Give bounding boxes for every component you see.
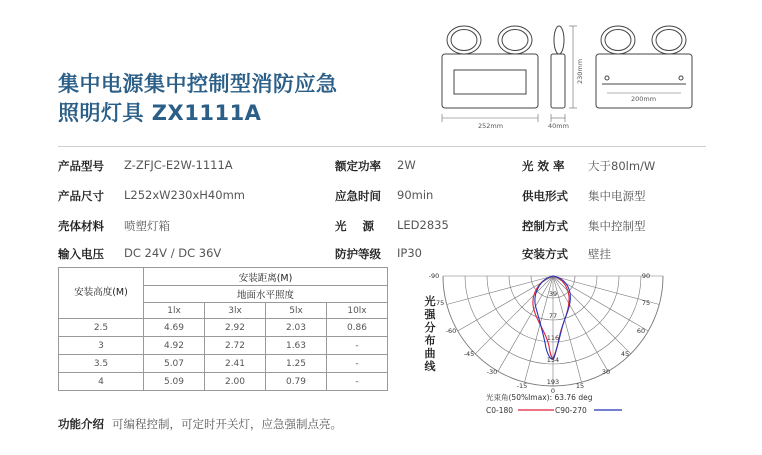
ring-label: 39 <box>548 290 558 298</box>
table-cell: 4.69 <box>144 319 205 337</box>
function-intro <box>58 416 342 432</box>
angle-label: 90 <box>641 272 651 280</box>
table-cell: 5.07 <box>144 355 205 373</box>
back-lamp-right <box>652 26 686 54</box>
spec-efficacy: 光 效 率 大于80lm/W <box>522 159 656 173</box>
function-label: 功能介绍 <box>58 417 104 431</box>
table-cell: 5.09 <box>144 373 205 391</box>
angle-label: -60 <box>445 327 457 335</box>
beam-angle: 光束角(50%Imax): 63.76 deg <box>486 393 593 402</box>
function-value: 可编程控制，可定时开关灯，应急强制点亮。 <box>112 417 342 431</box>
angle-label: 45 <box>620 350 630 358</box>
table-cell: 3.5 <box>59 355 144 373</box>
title-line-2: 照明灯具 ZX1111A <box>58 101 262 125</box>
angle-label: -75 <box>433 299 445 307</box>
ring-label: 77 <box>548 312 558 320</box>
width-dimension: 252mm <box>478 122 504 130</box>
spec-ip-rating: 防护等级 IP30 <box>335 246 422 261</box>
angle-label: -15 <box>516 382 528 390</box>
table-cell: 2.5 <box>59 319 144 337</box>
table-cell: 2.72 <box>205 337 266 355</box>
depth-dimension: 40mm <box>548 122 569 130</box>
spec-size: 产品尺寸 L252xW230xH40mm <box>58 188 245 203</box>
product-title <box>58 70 338 128</box>
angle-label: -30 <box>486 368 498 376</box>
angle-label: 30 <box>601 368 611 376</box>
spec-mounting: 安装方式 壁挂 <box>522 247 611 261</box>
table-cell: 2.03 <box>266 319 327 337</box>
table-cell: - <box>327 355 388 373</box>
table-cell: - <box>327 373 388 391</box>
ring-label: 116 <box>546 334 560 342</box>
table-cell: 0.79 <box>266 373 327 391</box>
spec-power: 额定功率 2W <box>335 158 416 173</box>
spec-light-source: 光 源 LED2835 <box>335 218 449 233</box>
angle-label: -90 <box>428 272 440 280</box>
table-illum-header: 地面水平照度 <box>144 286 388 303</box>
table-row <box>59 337 388 355</box>
front-body <box>442 54 538 108</box>
table-cell: 1.25 <box>266 355 327 373</box>
front-lamp-right <box>498 26 532 54</box>
illuminance-table <box>58 267 388 391</box>
spec-control: 控制方式 集中控制型 <box>522 219 646 233</box>
table-cell: 0.86 <box>327 319 388 337</box>
ring-label: 193 <box>546 378 560 386</box>
height-dimension: 230mm <box>576 58 584 84</box>
ring-label: 154 <box>546 356 560 364</box>
angle-label: -45 <box>463 350 475 358</box>
spec-model: 产品型号 Z-ZFJC-E2W-1111A <box>58 158 233 173</box>
spec-housing: 壳体材料 喷塑灯箱 <box>58 219 170 233</box>
back-lamp-left <box>601 26 635 54</box>
table-distance-header: 安装距离(M) <box>144 268 388 286</box>
table-col-header: 10lx <box>327 303 388 319</box>
spec-supply: 供电形式 集中电源型 <box>522 189 646 203</box>
legend-c90-270: C90-270 <box>555 406 587 415</box>
side-lamp <box>554 26 564 54</box>
table-rowhead: 安装高度(M) <box>59 268 144 319</box>
table-cell: 4.92 <box>144 337 205 355</box>
spec-voltage: 输入电压 DC 24V / DC 36V <box>58 246 222 261</box>
section-divider <box>58 146 706 147</box>
title-line-1: 集中电源集中控制型消防应急 <box>58 72 338 96</box>
table-cell: 2.41 <box>205 355 266 373</box>
table-col-header: 5lx <box>266 303 327 319</box>
table-cell: 3 <box>59 337 144 355</box>
angle-label: 60 <box>636 327 646 335</box>
curve-label: 光 强 分 布 曲 线 <box>424 295 436 373</box>
angle-label: 75 <box>641 299 651 307</box>
legend-c0-180: C0-180 <box>486 406 514 415</box>
angle-label: 0 <box>550 387 556 395</box>
spec-emergency-time: 应急时间 90min <box>335 188 434 203</box>
dimension-drawings <box>430 14 730 139</box>
table-row <box>59 355 388 373</box>
side-body <box>551 54 565 108</box>
table-cell: 2.00 <box>205 373 266 391</box>
table-col-header: 3lx <box>205 303 266 319</box>
table-row <box>59 319 388 337</box>
table-cell: 1.63 <box>266 337 327 355</box>
table-cell: 2.92 <box>205 319 266 337</box>
table-col-header: 1lx <box>144 303 205 319</box>
front-lamp-left <box>447 26 481 54</box>
mount-spacing: 200mm <box>631 95 657 103</box>
angle-label: 15 <box>575 382 585 390</box>
table-row <box>59 373 388 391</box>
table-cell: 4 <box>59 373 144 391</box>
table-cell: - <box>327 337 388 355</box>
